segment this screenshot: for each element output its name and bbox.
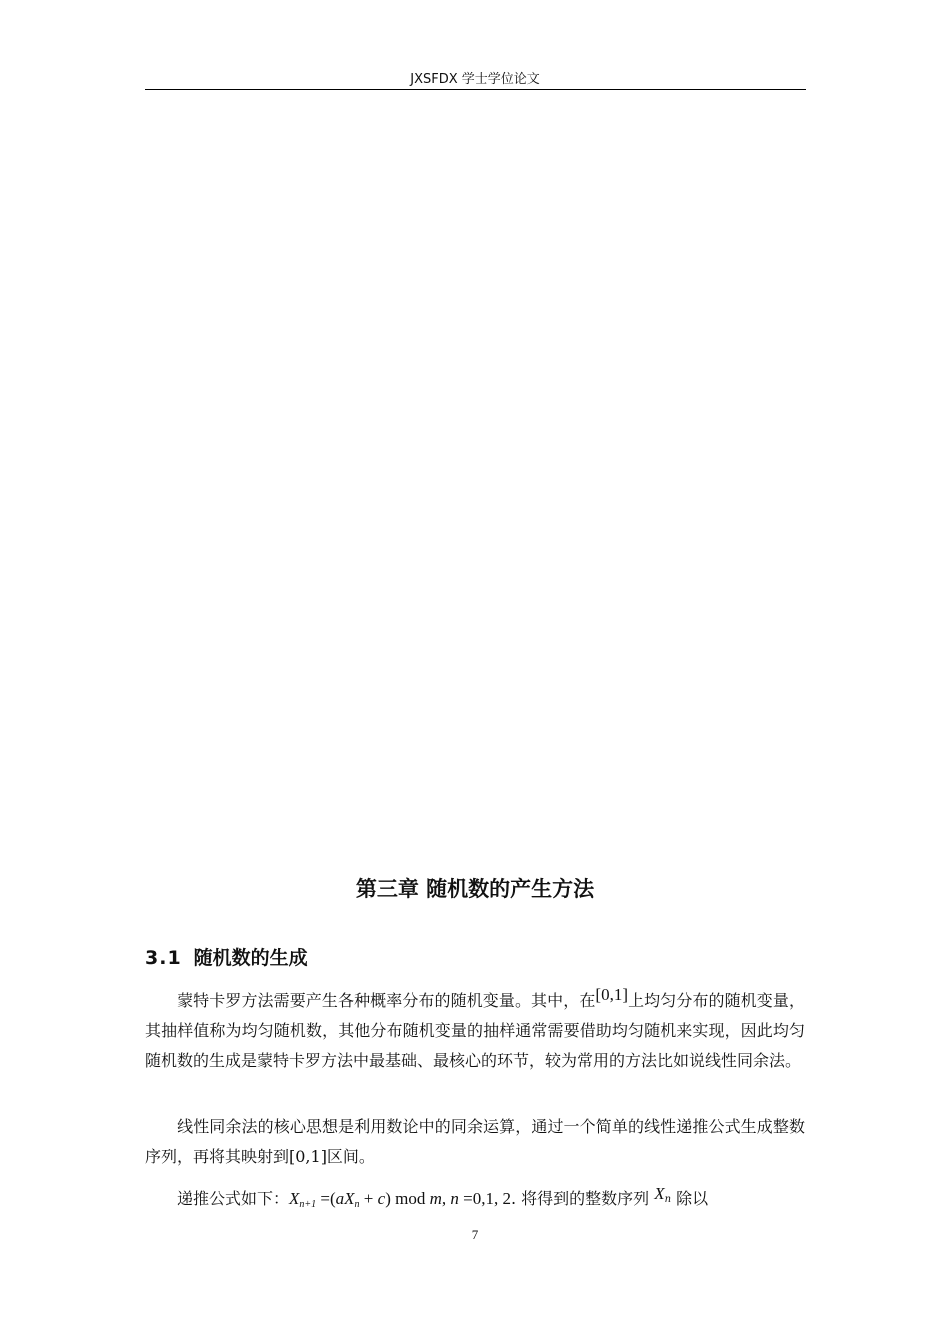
- paragraph-1-text-end: 上均匀分布的随机变量，其抽样值称为均匀随机数，其他分布随机变量的抽样通常需要借助均匀随机来实现，因此均匀随机数的生成是蒙特卡罗方法中最基础、最核心的环节，较为常用的方法比如说线性同余法。: [145, 991, 805, 1070]
- header-divider: [145, 89, 806, 90]
- paragraph-2-text: 线性同余法的核心思想是利用数论中的同余运算，通过一个简单的线性递推公式生成整数序列，再将其映射到[0,1]区间。: [145, 1117, 805, 1166]
- chapter-title: 第三章 随机数的产生方法: [355, 877, 595, 901]
- formula-equals: =(: [316, 1189, 336, 1208]
- interval-expression: [0,1]: [595, 985, 628, 1004]
- formula-plus: +: [359, 1189, 378, 1208]
- section-heading: [145, 944, 308, 972]
- running-header: JXSFDX 学士学位论文: [410, 72, 540, 87]
- recurrence-formula: [289, 1189, 511, 1208]
- paragraph-3-tail-start: . 将得到的整数序列: [510, 1189, 655, 1208]
- formula-lhs: X: [289, 1189, 300, 1208]
- formula-a-subscript: n: [354, 1199, 360, 1210]
- paragraph-3: [145, 1184, 805, 1220]
- section-title: 随机数的生成: [193, 947, 308, 969]
- sequence-variable: X: [654, 1184, 665, 1203]
- paragraph-2: [145, 1112, 805, 1172]
- formula-m-term: m: [429, 1189, 442, 1208]
- formula-c-term: c: [377, 1189, 386, 1208]
- paragraph-1: [145, 986, 805, 1076]
- formula-lhs-subscript: n+1: [299, 1199, 317, 1210]
- formula-a-term: aX: [335, 1189, 355, 1208]
- paragraph-3-tail-end: 除以: [671, 1189, 709, 1208]
- sequence-variable-subscript: n: [664, 1194, 672, 1205]
- page-number: 7: [471, 1227, 479, 1242]
- formula-lead-text: 递推公式如下：: [177, 1189, 290, 1208]
- paragraph-1-text-start: 蒙特卡罗方法需要产生各种概率分布的随机变量。其中，在: [177, 991, 596, 1010]
- formula-n-values: =0,1, 2: [458, 1189, 511, 1208]
- formula-comma: ,: [441, 1189, 451, 1208]
- formula-mod: ) mod: [385, 1189, 430, 1208]
- section-number: 3.1: [145, 947, 182, 969]
- formula-n-term: n: [450, 1189, 459, 1208]
